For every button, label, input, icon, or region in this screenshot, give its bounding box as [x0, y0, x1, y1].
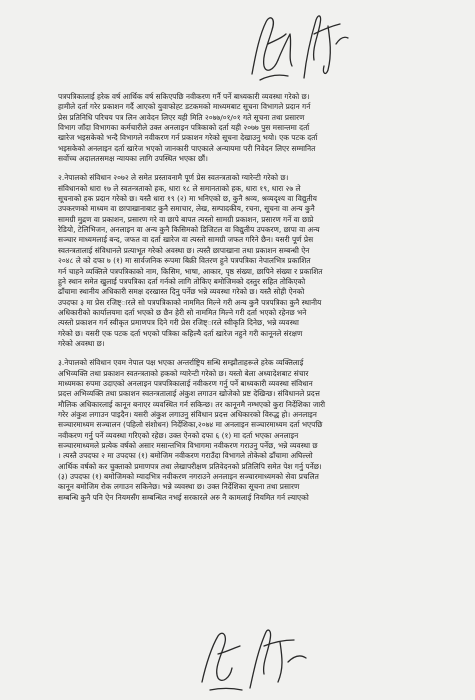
text-line: हामीले दर्ता गरेर प्रकाशन गर्दै आएको युवाफोह्ट डटकमको माध्यमबाट सूचना विभागले प्रदान गर्न: [58, 102, 311, 112]
handwritten-signatures-top: [232, 4, 362, 86]
text-line: गरेको अवस्था छ।: [58, 338, 105, 348]
text-line: रेडियो, टेलिभिजन, अनलाइन वा अन्य कुनै किसिमको डिजिटल वा विद्युतीय उपकरण, छापा वा अन्य: [58, 225, 320, 235]
text-line: प्रदत्त अभिव्यक्ति तथा प्रकाशन स्वतन्त्रतालाई अंकुश लगाउन खोजेको प्रष्ट देखिन्छ। संविधानले प्रदत्त: [58, 389, 320, 399]
text-line: गर्न चाहने व्यक्तिले पत्रपत्रिकाको नाम, किसिम, भाषा, आकार, पृष्ठ संख्या, छापिने संख्या र प्रकाशित: [58, 266, 323, 276]
text-line: अभिव्यक्ति तथा प्रकाशन स्वतन्त्रताको हकको ग्यारेन्टी गरेको छ। यस्तो बेला अध्यादेशबाट संचार: [58, 368, 309, 378]
text-line: गरेको छ। यसरी एक पटक दर्ता भएको पत्रिका कहिल्यै दर्ता खारेज नहुने गरी कानूनले संरक्षण: [58, 328, 303, 338]
text-line: कानून बमोजिम रोक लगाउन सकिनेछ। भन्ने व्यवस्था छ। उक्त निर्देशिका सूचना तथा प्रसारण: [58, 482, 300, 492]
paragraph-2: [58, 173, 444, 349]
paragraph-1: [58, 92, 444, 164]
text-line: २०४८ ले को दफा ७ (१) मा सार्वजनिक रूपमा बिक्री वितरण हुने पत्रपत्रिका नेपालभित्र प्रकाशित: [58, 256, 311, 266]
text-line: ३.नेपालको संविधान एवम नेपाल पक्ष भएका अन्तर्राष्ट्रिय सन्धि सम्झौताहरूले हरेक व्यक्तिलाई: [58, 358, 304, 368]
text-line: खारेज भइसकेको भन्दै विभागले नवीकरण गर्न प्रकाशन गरेको सूचना देखाउनु भयो। एक पटक दर्ता: [58, 133, 318, 143]
text-line: त्यस्तो प्रकाशन गर्न स्वीकृत प्रमाणपत्र दिने गरी प्रेस रजिष्ट्ारले स्वीकृति दिनेछ, भन्ने व्यवस्था: [58, 318, 299, 328]
text-line: सूचनाको हक प्रदान गरेको छ। यस्तै धारा १९ (२) मा भनिएको छ, कुनै श्रव्य, श्रव्यदृश्य वा विद्युतीय: [58, 194, 317, 204]
text-line: स्वतन्त्रतालाई संविधानले प्रत्याभूत गरेको अवस्था छ। त्यस्तै छापाखाना तथा प्रकाशन सम्बन्धी ऐन: [58, 245, 310, 255]
text-line: अधिकारीको कार्यालयमा दर्ता भएको छ छैन हेरी सो नाममित मिल्ने गरी दर्ता भएको रहेनछ भने: [58, 307, 307, 317]
text-line: सञ्चार माध्यमलाई बन्द, जफत वा दर्ता खारेज वा त्यस्तो सामग्री जफत गरिने छैन। यसरी पूर्ण प्रेस: [58, 235, 314, 245]
text-line: ढाँचामा स्थानीय अधिकारी समक्ष दरखास्त दिनु पर्नेछ भन्ने व्यवस्था गरेको छ। यस्तै सोही ऐनको: [58, 287, 305, 297]
document-body: [58, 92, 444, 506]
text-line: सञ्चारमाध्यम सञ्चालन (पहिलो संशोधन) निर्देशिका,२०७४ मा अनलाइन सञ्चारमाध्यम दर्ता भएपछि: [58, 420, 323, 430]
text-line: सञ्चारमाध्यमले प्रत्येक वर्षको असार मसान्तभित्र विभागमा नवीकरण गराउनु पर्नेछ, भन्ने व्यवस्था छ: [58, 441, 318, 450]
text-line: मौलिक अधिकारलाई कानून बनाएर व्यवस्थित गर्न सकिन्छ। तर कानूनमै नम्भएको कुरा निर्देशिका जारी: [58, 399, 326, 409]
text-line: विभाग जाँदा विभागका कर्मचारीले उक्त अनलाइन पत्रिकाको दर्ता यही २०७७ पुस मसान्तमा दर्ता: [58, 123, 310, 133]
text-line: । त्यस्तै उपदफा २ मा उपदफा (१) बमोजिम नवीकरण गराउँदा विभागले तोकेको ढाँचामा अघिल्लो: [58, 451, 313, 461]
text-line: सामग्री मुद्रण वा प्रकाशन, प्रसारण गरे वा छापे बापत त्यस्तो सामग्री प्रकाशन, प्रसारण गर्ने वा छाप्ने: [58, 214, 314, 224]
text-line: (३) उपदफा (१) बमोजिमको म्यादभित्र नवीकरण नगराउने अनलाइन सञ्चारमाध्यमको सेवा प्रचलित: [58, 472, 319, 482]
text-line: उपदफा ३ मा प्रेस रजिष्ट्ारले सो पत्रपत्रिकाको नाममित मिल्ने गरी अन्य कुनै पत्रपत्रिका कुनै स्थानीय: [58, 297, 322, 307]
text-line: २.नेपालको संविधान २०७२ ले समेत प्रस्तावनामै पूर्ण प्रेस स्वतन्त्रताको ग्यारेन्टी गरेको छ।: [58, 173, 289, 183]
text-line: सम्बन्धि कुनै पनि ऐन नियमसँग सम्बन्धित नभई सरकारले अरु नै कामलाई नियमित गर्न ल्याएको: [58, 492, 309, 502]
text-line: प्रेस प्रतिनिधि परिचय पत्र लिन आवेदन लिएर यही मिति २०७७/०१/०१ गते सूचना तथा प्रसारण: [58, 112, 305, 122]
text-line: माध्यमका रुपमा उदाएको अनलाइन पत्रपत्रिकालाई नवीकरण गर्नु पर्ने बाध्यकारी व्यवस्था संविधान: [58, 378, 313, 388]
text-line: भइसकेको अनलाइन दर्ता खारेज भएको जानकारी पाएकाले अन्यायमा परी निवेदन लिएर सम्मानित: [58, 143, 316, 153]
text-line: नवीकरण गर्नु पर्ने व्यवस्था गरिएको रहेछ। उक्त ऐनको दफा ६ (१) मा दर्ता भएका अनलाइन: [58, 430, 299, 440]
text-line: गरेर अंकुश लगाउन पाइदैन। यसरी अंकुश लगाउनु संविधान प्रदत्त अधिकारको विरुद्ध हो। अनलाइन: [58, 409, 317, 419]
handwritten-signatures-bottom: [188, 618, 318, 700]
text-line: संविधानको धारा १७ ले स्वतन्त्रताको हक, धारा १८ ले समानताको हक, धारा १९, धारा २७ ले: [58, 183, 301, 193]
text-line: सर्वोच्च अदालतसमक्ष न्यायका लागि उपस्थित भएका छौं।: [58, 154, 208, 164]
text-line: पत्रपत्रिकालाई हरेक वर्ष आर्थिक वर्ष सकिएपछि नवीकरण गर्नै पर्ने बाध्यकारी व्यवस्था गरेको छ।: [58, 92, 310, 101]
text-line: आर्थिक वर्षको कर चुक्ताको प्रमाणपत्र तथा लेखापरीक्षण प्रतिवेदनको प्रतिलिपि समेत पेश गर्नु पर्नेछ।: [58, 461, 322, 471]
paragraph-3: [58, 358, 444, 503]
text-line: हुने स्थान समेत खुलाई पत्रपत्रिका दर्ता गर्नको लागि तोकिए बमोजिमको दस्तुर सहित तोकिएको: [58, 276, 306, 286]
text-line: उपकरणको माध्यम वा छापाखानाबाट कुनै समाचार, लेख, सम्पादकीय, रचना, सूचना वा अन्य कुनै: [58, 204, 315, 214]
